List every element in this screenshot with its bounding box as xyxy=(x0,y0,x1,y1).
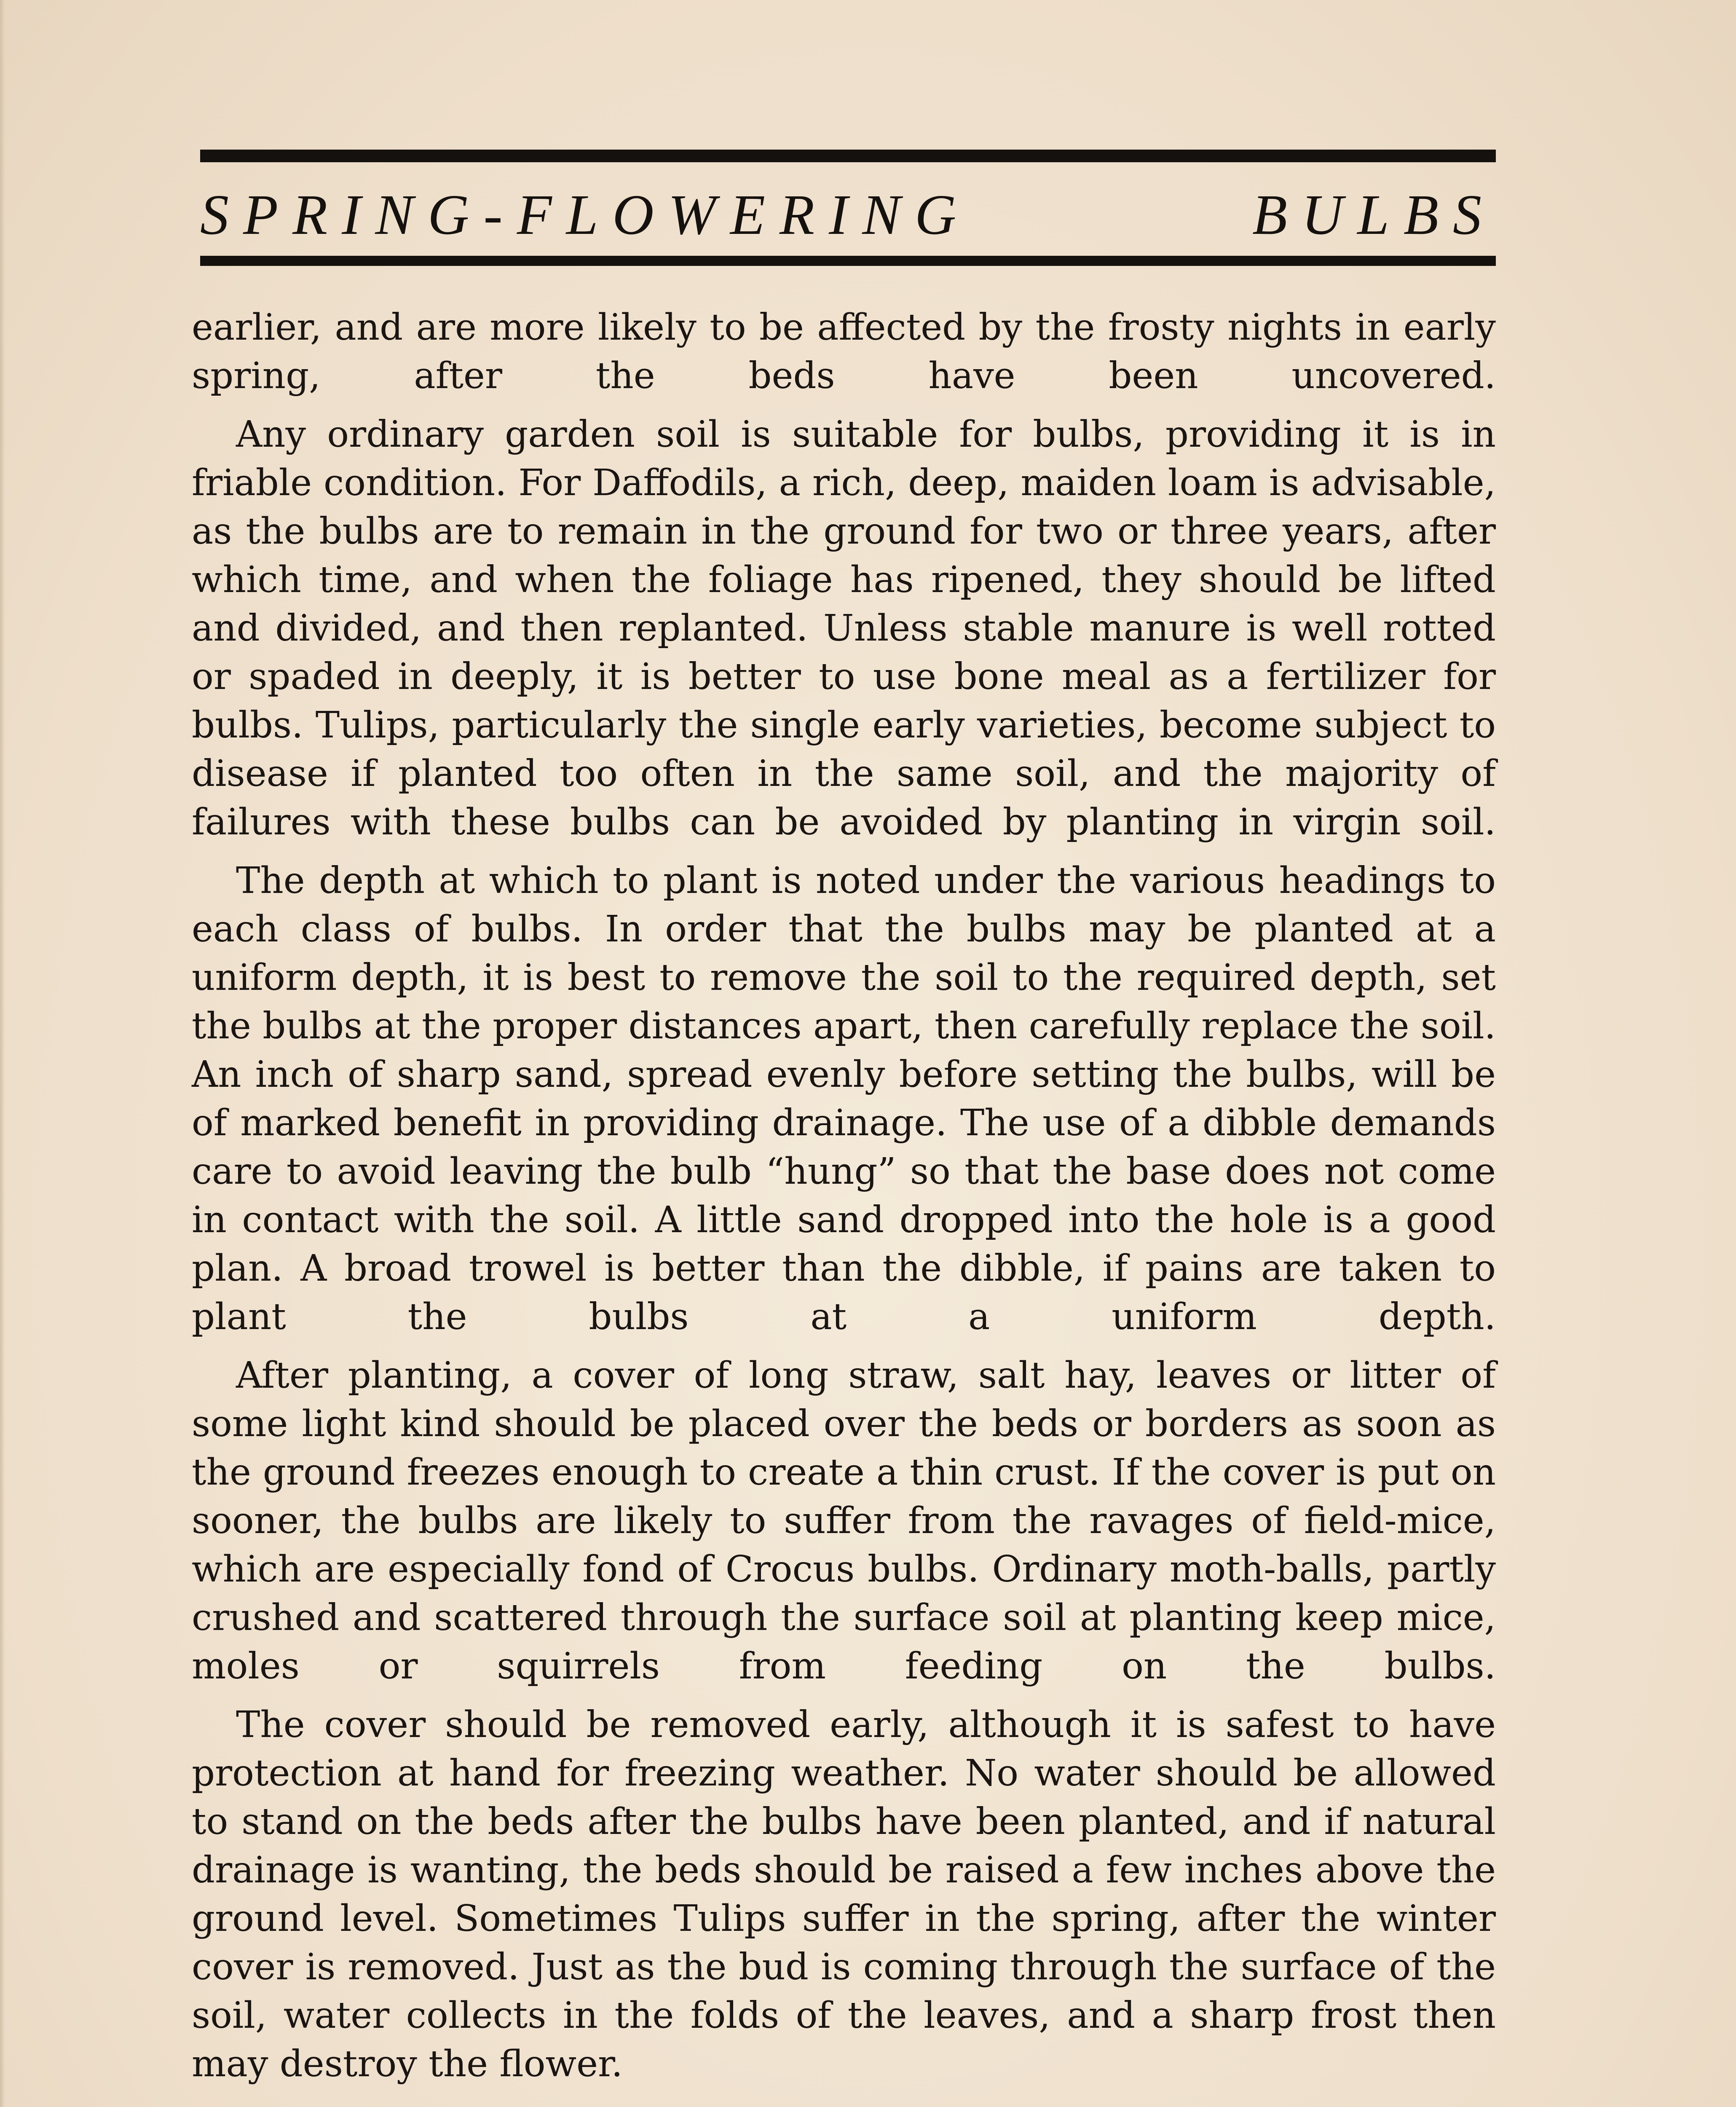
paragraph-winter-cover: After planting, a cover of long straw, salt hay, leaves or litter of some light kind should be placed over the beds or borders as soon as the ground freezes enough to create a thin crust. If the cover is put on sooner, the bulbs are likely to suffer from the ravages of field-mice, which are especially fond of Crocus bulbs. Ordinary moth-balls, partly crushed and scattered through the surface soil at planting keep mice, moles or squirrels from feeding on the bulbs. xyxy=(192,1354,1496,1687)
paragraph-soil: Any ordinary garden soil is suitable for bulbs, providing it is in friable condition. For Daffodils, a rich, deep, maiden loam is advisable, as the bulbs are to remain in the ground for two or three years, after which time, and when the foliage has ripened, they should be lifted and divided, and then replanted. Unless stable manure is well rotted or spaded in deeply, it is better to use bone meal as a fertilizer for bulbs. Tulips, particularly the single early varieties, become subject to disease if planted too often in the same soil, and the majority of failures with these bulbs can be avoided by planting in virgin soil. xyxy=(192,413,1496,843)
body-text xyxy=(192,303,1496,2099)
paragraph-cover-removal: The cover should be removed early, although it is safest to have protection at hand for freezing weather. No water should be allowed to stand on the beds after the bulbs have been planted, and if natural drainage is wanting, the beds should be raised a few inches above the ground level. Sometimes Tulips suffer in the spring, after the winter cover is removed. Just as the bud is coming through the surface of the soil, water collects in the folds of the leaves, and a sharp frost then may destroy the flower. xyxy=(192,1704,1496,2085)
paragraph-continuation: earlier, and are more likely to be affected by the frosty nights in early spring, after the beds have been uncovered. xyxy=(192,306,1496,397)
header-rule-bottom xyxy=(200,256,1496,266)
running-header xyxy=(200,150,1496,276)
page-edge-shadow xyxy=(0,0,5,2107)
header-rule-top xyxy=(200,150,1496,162)
paragraph-planting-depth: The depth at which to plant is noted under the various headings to each class of bulbs. In order that the bulbs may be planted at a uniform depth, it is best to remove the soil to the required depth, set the bulbs at the proper distances apart, then carefully replace the soil. An inch of sharp sand, spread evenly before setting the bulbs, will be of marked benefit in providing drainage. The use of a dibble demands care to avoid leaving the bulb “hung” so that the base does not come in contact with the soil. A little sand dropped into the hole is a good plan. A broad trowel is better than the dibble, if pains are taken to plant the bulbs at a uniform depth. xyxy=(192,860,1496,1338)
running-head-title: SPRING-FLOWERING BULBS xyxy=(200,183,1496,247)
